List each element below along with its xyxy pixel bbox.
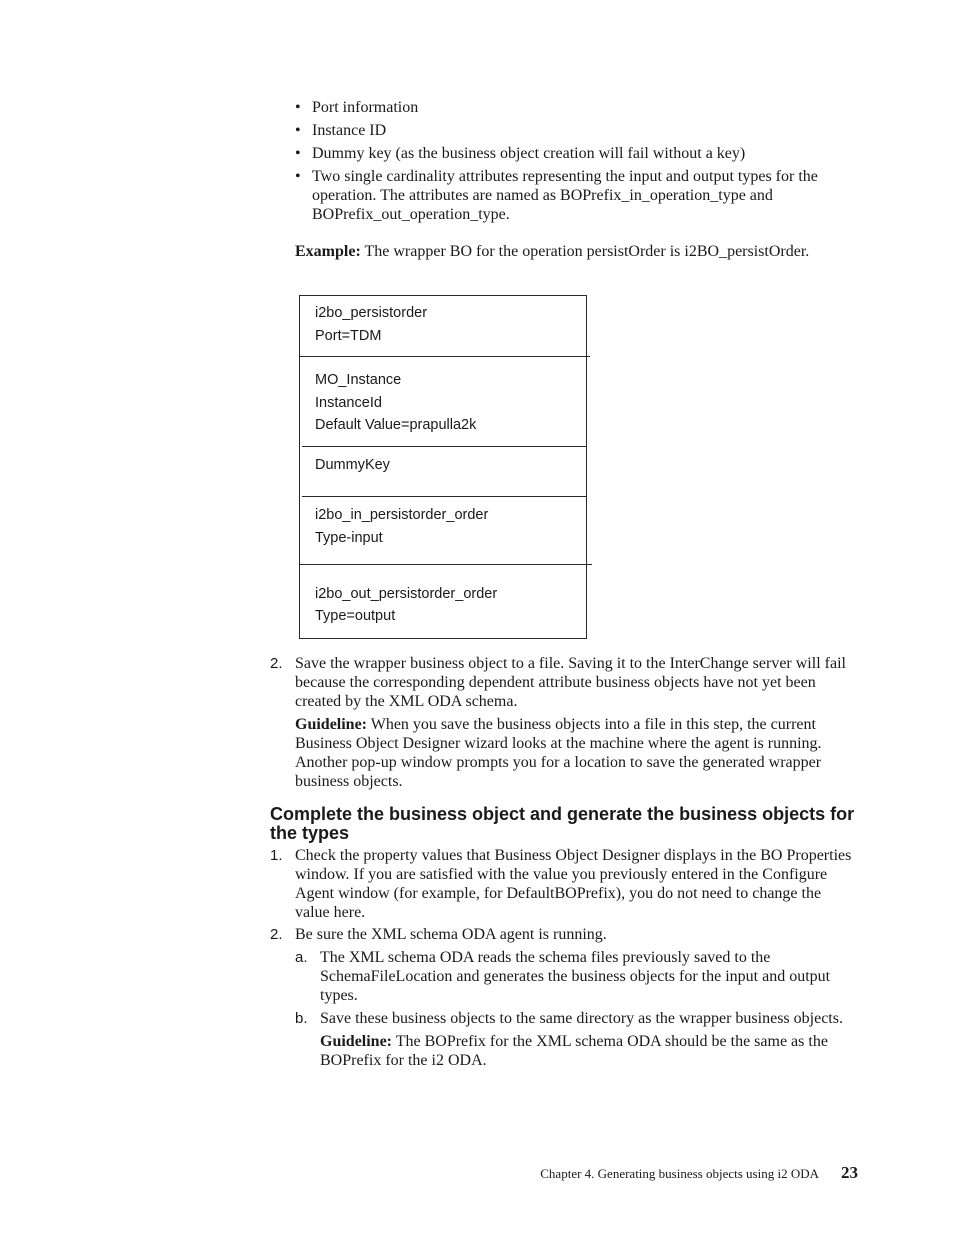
substep-letter: a. xyxy=(295,949,308,966)
bullet-symbol: • xyxy=(295,122,301,139)
substep-letter: b. xyxy=(295,1010,308,1027)
step-text: Be sure the XML schema ODA agent is running. xyxy=(295,926,607,943)
diagram-divider xyxy=(300,564,592,565)
diagram-divider xyxy=(302,496,587,497)
guideline-text: The BOPrefix for the XML schema ODA should be the same as the BOPrefix for the i2 ODA. xyxy=(320,1033,828,1069)
page-footer xyxy=(540,1163,858,1183)
list-item xyxy=(295,144,855,163)
diagram-divider xyxy=(300,356,590,357)
diagram-in-type: Type-input xyxy=(315,530,383,546)
step-2-save-wrapper xyxy=(270,654,855,791)
list-item xyxy=(295,121,855,140)
step-text: Save the wrapper business object to a file. Saving it to the InterChange server will fail because the corresponding dependent attribute business objects have not yet been created by the XML ODA schema. xyxy=(295,655,846,710)
guideline-label: Guideline: xyxy=(320,1033,393,1050)
guideline-label: Guideline: xyxy=(295,716,368,733)
diagram-port: Port=TDM xyxy=(315,328,382,344)
bullet-symbol: • xyxy=(295,145,301,162)
step-number: 2. xyxy=(270,655,283,672)
example-paragraph xyxy=(295,242,865,261)
diagram-mo-instance: MO_Instance xyxy=(315,372,402,388)
substep-text: Save these business objects to the same directory as the wrapper business objects. xyxy=(320,1010,843,1027)
guideline-paragraph xyxy=(295,715,855,791)
list-item xyxy=(295,98,855,117)
diagram-instance-id: InstanceId xyxy=(315,395,382,411)
substep-text: The XML schema ODA reads the schema files previously saved to the SchemaFileLocation and generates the business objects for the input and output types. xyxy=(320,949,831,1004)
diagram-dummy-key: DummyKey xyxy=(315,457,390,473)
step-text: Check the property values that Business Object Designer displays in the BO Properties window. If you are satisfied with the value you previously entered in the Configure Agent window (for example, for DefaultBOPrefix), you do not need to change the value here. xyxy=(295,847,852,921)
diagram-out-type: Type=output xyxy=(315,608,396,624)
section-step-1 xyxy=(270,846,855,922)
example-label: Example: xyxy=(295,243,361,260)
bullet-text: Two single cardinality attributes representing the input and output types for the operation. The attributes are named as BOPrefix_in_operation_type and BOPrefix_out_operation_type. xyxy=(312,168,818,223)
guideline-text: When you save the business objects into a file in this step, the current Business Object Designer wizard looks at the machine where the agent is running. Another pop-up window prompts you for a location to save the generated wrapper business objects. xyxy=(295,716,822,790)
diagram-in-attribute: i2bo_in_persistorder_order xyxy=(315,507,489,523)
substep-b xyxy=(295,1009,855,1070)
list-item xyxy=(295,167,855,224)
diagram-out-attribute: i2bo_out_persistorder_order xyxy=(315,586,498,602)
diagram-divider xyxy=(302,446,587,447)
bullet-symbol: • xyxy=(295,168,301,185)
bullet-symbol: • xyxy=(295,99,301,116)
bullet-list xyxy=(295,98,855,228)
step-number: 2. xyxy=(270,926,283,943)
bullet-text: Dummy key (as the business object creation will fail without a key) xyxy=(312,145,746,162)
footer-chapter-title: Chapter 4. Generating business objects using i2 ODA xyxy=(540,1166,819,1181)
example-text: The wrapper BO for the operation persistOrder is i2BO_persistOrder. xyxy=(360,243,810,260)
step-number: 1. xyxy=(270,847,283,864)
section-heading: Complete the business object and generate the business objects for the types xyxy=(270,804,855,843)
bullet-text: Port information xyxy=(312,99,419,116)
bullet-text: Instance ID xyxy=(312,122,387,139)
page-number: 23 xyxy=(841,1163,858,1182)
guideline-paragraph xyxy=(320,1032,855,1070)
diagram-default-value: Default Value=prapulla2k xyxy=(315,417,477,433)
section-step-2 xyxy=(270,925,855,944)
substep-a xyxy=(295,948,855,1005)
diagram-bo-name: i2bo_persistorder xyxy=(315,305,428,321)
